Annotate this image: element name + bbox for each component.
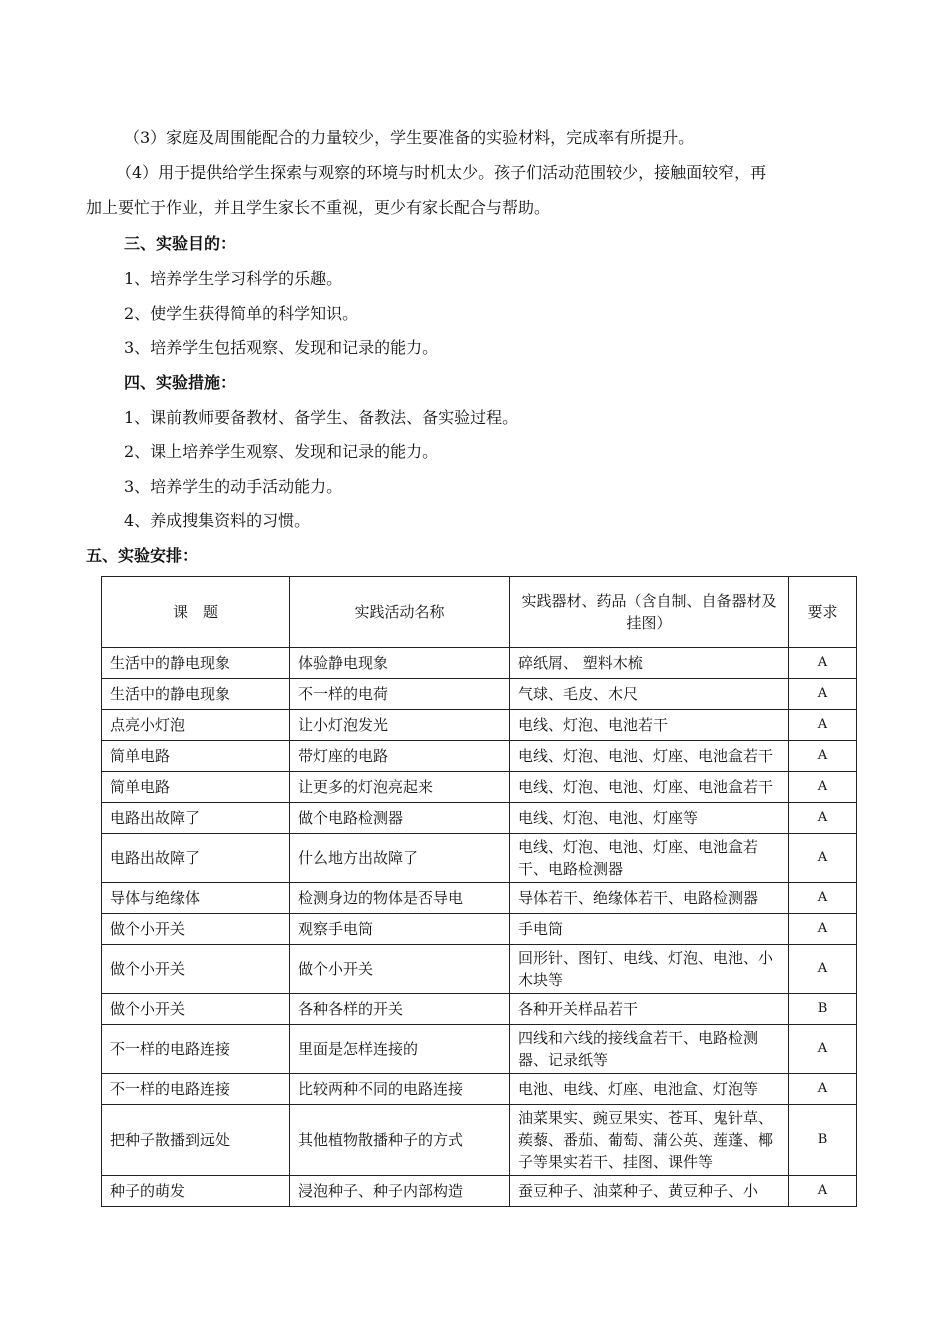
paragraph-4-line-2: 加上要忙于作业，并且学生家长不重视，更少有家长配合与帮助。 xyxy=(86,198,551,217)
cell-topic: 简单电路 xyxy=(102,741,290,772)
cell-activity: 做个小开关 xyxy=(290,945,510,994)
paragraph-4-line-1: （4）用于提供给学生探索与观察的环境与时机太少。孩子们活动范围较少，接触面较窄，再 xyxy=(116,163,767,182)
table-row xyxy=(102,914,857,945)
cell-requirement: A xyxy=(789,772,857,803)
cell-requirement: A xyxy=(789,883,857,914)
table-row xyxy=(102,1105,857,1176)
cell-requirement: A xyxy=(789,1176,857,1207)
cell-materials: 各种开关样品若干 xyxy=(510,994,789,1025)
table-row xyxy=(102,883,857,914)
cell-topic: 生活中的静电现象 xyxy=(102,679,290,710)
cell-topic: 不一样的电路连接 xyxy=(102,1074,290,1105)
cell-requirement: A xyxy=(789,1074,857,1105)
table-row xyxy=(102,1176,857,1207)
cell-topic: 不一样的电路连接 xyxy=(102,1025,290,1074)
cell-materials: 蚕豆种子、油菜种子、黄豆种子、小 xyxy=(510,1176,789,1207)
header-activity: 实践活动名称 xyxy=(290,577,510,648)
cell-activity: 各种各样的开关 xyxy=(290,994,510,1025)
cell-activity: 其他植物散播种子的方式 xyxy=(290,1105,510,1176)
cell-materials: 回形针、图钉、电线、灯泡、电池、小木块等 xyxy=(510,945,789,994)
cell-activity: 做个电路检测器 xyxy=(290,803,510,834)
header-materials: 实践器材、药品（含自制、自备器材及挂图） xyxy=(510,577,789,648)
cell-requirement: A xyxy=(789,648,857,679)
cell-materials: 手电筒 xyxy=(510,914,789,945)
table-row xyxy=(102,741,857,772)
table-row xyxy=(102,803,857,834)
section-4-item: 1、课前教师要备教材、备学生、备教法、备实验过程。 xyxy=(124,408,519,427)
cell-materials: 导体若干、绝缘体若干、电路检测器 xyxy=(510,883,789,914)
cell-topic: 把种子散播到远处 xyxy=(102,1105,290,1176)
section-4-item: 4、养成搜集资料的习惯。 xyxy=(124,511,311,530)
section-3-item: 2、使学生获得简单的科学知识。 xyxy=(124,304,359,323)
cell-activity: 里面是怎样连接的 xyxy=(290,1025,510,1074)
cell-topic: 种子的萌发 xyxy=(102,1176,290,1207)
cell-topic: 电路出故障了 xyxy=(102,803,290,834)
cell-topic: 做个小开关 xyxy=(102,945,290,994)
cell-materials: 碎纸屑、 塑料木梳 xyxy=(510,648,789,679)
table-row xyxy=(102,679,857,710)
cell-topic: 做个小开关 xyxy=(102,914,290,945)
cell-activity: 观察手电筒 xyxy=(290,914,510,945)
cell-materials: 电线、灯泡、电池若干 xyxy=(510,710,789,741)
header-requirement: 要求 xyxy=(789,577,857,648)
cell-topic: 做个小开关 xyxy=(102,994,290,1025)
table-row xyxy=(102,994,857,1025)
section-3-item: 3、培养学生包括观察、发现和记录的能力。 xyxy=(124,338,439,357)
cell-requirement: A xyxy=(789,741,857,772)
cell-materials: 气球、毛皮、木尺 xyxy=(510,679,789,710)
cell-activity: 比较两种不同的电路连接 xyxy=(290,1074,510,1105)
experiment-schedule-table xyxy=(101,576,857,1207)
cell-topic: 电路出故障了 xyxy=(102,834,290,883)
cell-materials: 电线、灯泡、电池、灯座、电池盒若干 xyxy=(510,772,789,803)
header-topic: 课 题 xyxy=(102,577,290,648)
section-3-item: 1、培养学生学习科学的乐趣。 xyxy=(124,269,343,288)
table-row xyxy=(102,648,857,679)
cell-materials: 电线、灯泡、电池、灯座、电池盒若干 xyxy=(510,741,789,772)
cell-requirement: A xyxy=(789,834,857,883)
cell-activity: 带灯座的电路 xyxy=(290,741,510,772)
cell-activity: 体验静电现象 xyxy=(290,648,510,679)
section-4-item: 3、培养学生的动手活动能力。 xyxy=(124,477,343,496)
cell-activity: 让更多的灯泡亮起来 xyxy=(290,772,510,803)
paragraph-3: （3）家庭及周围能配合的力量较少，学生要准备的实验材料，完成率有所提升。 xyxy=(124,128,695,147)
cell-topic: 点亮小灯泡 xyxy=(102,710,290,741)
section-4-item: 2、课上培养学生观察、发现和记录的能力。 xyxy=(124,442,439,461)
section-3-heading: 三、实验目的： xyxy=(124,234,237,253)
cell-topic: 简单电路 xyxy=(102,772,290,803)
cell-topic: 生活中的静电现象 xyxy=(102,648,290,679)
cell-requirement: B xyxy=(789,1105,857,1176)
cell-activity: 什么地方出故障了 xyxy=(290,834,510,883)
table-row xyxy=(102,710,857,741)
cell-requirement: A xyxy=(789,710,857,741)
section-5-heading: 五、实验安排： xyxy=(86,546,199,565)
cell-activity: 让小灯泡发光 xyxy=(290,710,510,741)
cell-requirement: A xyxy=(789,803,857,834)
cell-materials: 电线、灯泡、电池、灯座、电池盒若干、电路检测器 xyxy=(510,834,789,883)
cell-requirement: A xyxy=(789,1025,857,1074)
cell-requirement: A xyxy=(789,945,857,994)
cell-materials: 电池、电线、灯座、电池盒、灯泡等 xyxy=(510,1074,789,1105)
cell-requirement: B xyxy=(789,994,857,1025)
table-row xyxy=(102,834,857,883)
cell-activity: 浸泡种子、种子内部构造 xyxy=(290,1176,510,1207)
table-row xyxy=(102,1025,857,1074)
table-row xyxy=(102,945,857,994)
table-row xyxy=(102,772,857,803)
cell-topic: 导体与绝缘体 xyxy=(102,883,290,914)
section-4-heading: 四、实验措施： xyxy=(124,373,237,392)
cell-materials: 电线、灯泡、电池、灯座等 xyxy=(510,803,789,834)
cell-activity: 检测身边的物体是否导电 xyxy=(290,883,510,914)
cell-activity: 不一样的电荷 xyxy=(290,679,510,710)
table-row xyxy=(102,1074,857,1105)
table-header-row xyxy=(102,577,857,648)
cell-materials: 四线和六线的接线盒若干、电路检测器、记录纸等 xyxy=(510,1025,789,1074)
cell-requirement: A xyxy=(789,914,857,945)
cell-materials: 油菜果实、豌豆果实、苍耳、鬼针草、蒺藜、番茄、葡萄、蒲公英、莲蓬、椰子等果实若干、挂图、课件等 xyxy=(510,1105,789,1176)
cell-requirement: A xyxy=(789,679,857,710)
